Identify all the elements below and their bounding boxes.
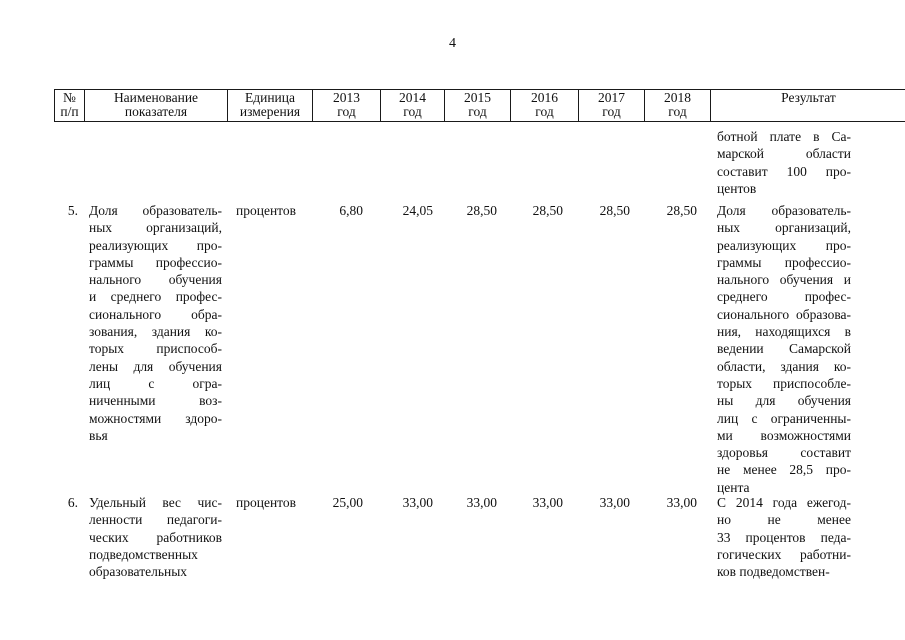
header-indicator-name — [85, 90, 228, 121]
text-line: гогических работни- — [717, 546, 851, 562]
table-header-row — [54, 89, 905, 122]
text-line: С 2014 года ежегод- — [717, 495, 851, 510]
text-line: ния, находящихся в — [717, 324, 851, 340]
header-text: показателя — [124, 104, 188, 119]
result-cell — [717, 494, 851, 580]
value-2015: 33,00 — [466, 495, 497, 510]
header-year-2018 — [645, 90, 711, 121]
value-2014: 33,00 — [402, 495, 433, 510]
value-2013: 25,00 — [332, 495, 363, 510]
header-year-2014 — [381, 90, 445, 121]
text-line: ных организаций, — [89, 220, 222, 236]
value-2013: 6,80 — [339, 203, 363, 218]
header-text: год — [602, 104, 621, 119]
header-text: год — [468, 104, 487, 119]
text-line: образовательных — [89, 564, 188, 580]
header-year-2013 — [313, 90, 381, 121]
text-line: Доля образователь- — [89, 203, 222, 218]
text-line: лиц с ограниченны- — [717, 410, 851, 426]
text-line: ческих работников — [89, 529, 222, 545]
text-line: центов — [717, 180, 757, 196]
header-text: год — [403, 104, 422, 119]
text-line: реализующих про- — [717, 237, 851, 253]
text-line: не менее 28,5 про- — [717, 462, 851, 478]
header-text: 2018 — [664, 90, 691, 105]
text-line: торых приспособ- — [89, 341, 222, 357]
text-line: цента — [717, 479, 750, 495]
result-continuation — [717, 128, 851, 197]
text-line: сионального обра- — [89, 306, 222, 322]
header-year-2016 — [511, 90, 579, 121]
text-line: 33 процентов педа- — [717, 529, 851, 545]
header-text: измерения — [239, 104, 301, 119]
text-line: ны для обучения — [717, 393, 851, 409]
text-line: нального обучения и — [717, 272, 851, 288]
text-line: но не менее — [717, 512, 851, 528]
value-2014: 24,05 — [402, 203, 433, 218]
header-year-2017 — [579, 90, 645, 121]
row-number: 6. — [67, 495, 78, 510]
text-line: среднего профес- — [717, 289, 851, 305]
text-line: лиц с огра- — [89, 375, 222, 391]
header-text: год — [668, 104, 687, 119]
text-line: ков подведомствен- — [717, 564, 830, 580]
text-line: ми возможностями — [717, 427, 851, 443]
text-line: нального обучения — [89, 272, 222, 288]
page-number: 4 — [449, 36, 456, 51]
text-line: здоровья составит — [717, 445, 851, 461]
header-year-2015 — [445, 90, 511, 121]
header-text: 2013 — [333, 90, 360, 105]
header-text: год — [535, 104, 554, 119]
header-text: Результат — [781, 90, 836, 105]
value-2016: 33,00 — [532, 495, 563, 510]
header-text: Наименование — [113, 90, 199, 105]
value-2017: 33,00 — [599, 495, 630, 510]
header-text: 2015 — [464, 90, 491, 105]
text-line: ных организаций, — [717, 220, 851, 236]
text-line: сионального образова- — [717, 306, 851, 322]
value-2017: 28,50 — [599, 203, 630, 218]
header-text: Единица — [244, 90, 295, 105]
text-line: реализующих про- — [89, 237, 222, 253]
header-text — [711, 105, 905, 119]
text-line: зования, здания ко- — [89, 324, 222, 340]
unit-cell: процентов — [236, 203, 297, 218]
unit-cell: процентов — [236, 495, 297, 510]
value-2018: 28,50 — [666, 203, 697, 218]
text-line: составит 100 про- — [717, 163, 851, 179]
text-line: марской области — [717, 146, 851, 162]
text-line: можностями здоро- — [89, 410, 222, 426]
row-number: 5. — [67, 203, 78, 218]
text-line: вья — [89, 427, 108, 443]
header-text: 2014 — [399, 90, 426, 105]
header-text: год — [337, 104, 356, 119]
header-text: 2017 — [598, 90, 625, 105]
text-line: и среднего профес- — [89, 289, 222, 305]
value-2015: 28,50 — [466, 203, 497, 218]
text-line: Удельный вес чис- — [89, 495, 222, 510]
header-text: п/п — [60, 104, 79, 119]
text-line: Доля образователь- — [717, 203, 851, 218]
header-text: 2016 — [531, 90, 558, 105]
text-line: подведомственных — [89, 546, 198, 562]
text-line: ниченными воз- — [89, 393, 222, 409]
header-unit — [228, 90, 313, 121]
result-cell — [717, 202, 851, 496]
text-line: граммы профессио- — [717, 254, 851, 270]
text-line: ленности педагоги- — [89, 512, 222, 528]
text-line: ведении Самарской — [717, 341, 851, 357]
header-result — [711, 90, 905, 121]
text-line: ботной плате в Са- — [717, 129, 851, 144]
value-2016: 28,50 — [532, 203, 563, 218]
header-number — [55, 90, 85, 121]
text-line: лены для обучения — [89, 358, 222, 374]
text-line: области, здания ко- — [717, 358, 851, 374]
text-line: граммы профессио- — [89, 254, 222, 270]
text-line: торых приспособле- — [717, 375, 851, 391]
indicator-name — [89, 494, 222, 580]
header-text: № — [63, 90, 76, 105]
value-2018: 33,00 — [666, 495, 697, 510]
indicator-name — [89, 202, 222, 444]
